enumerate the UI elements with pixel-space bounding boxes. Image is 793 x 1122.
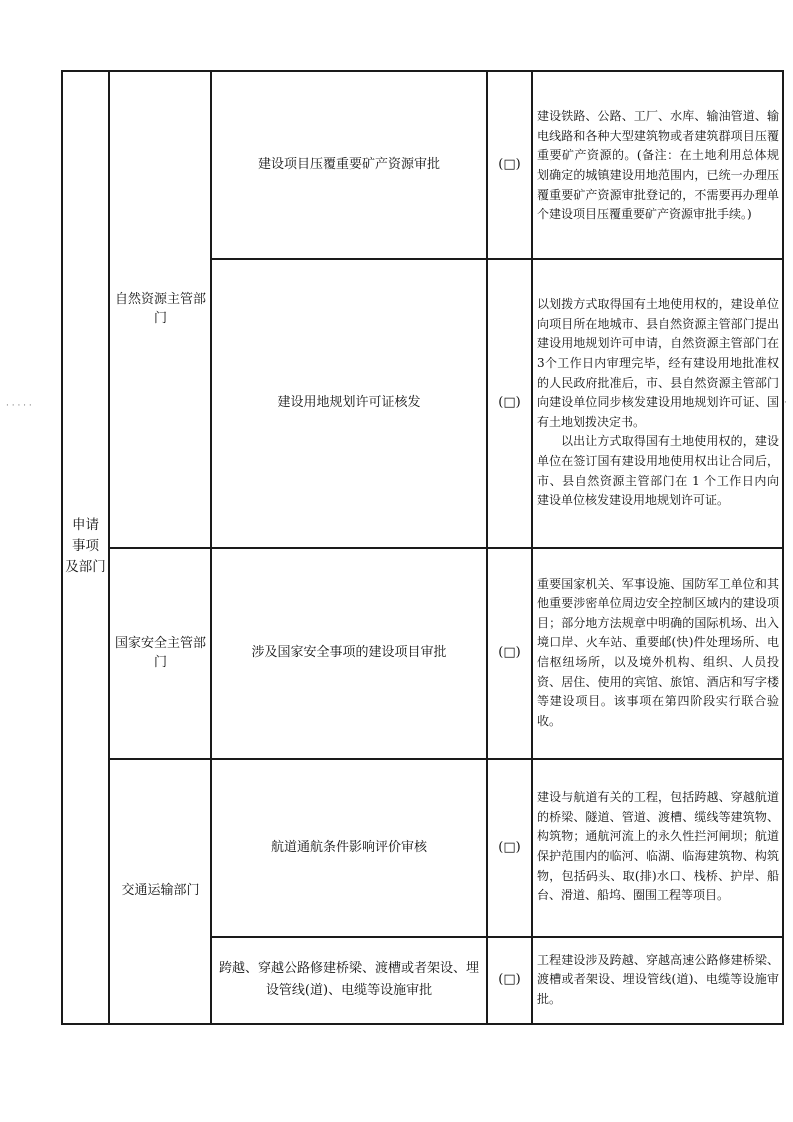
description-paragraph: 建设与航道有关的工程，包括跨越、穿越航道的桥梁、隧道、管道、渡槽、缆线等建筑物、构筑物；通航河流上的永久性拦河闸坝；航道保护范围内的临河、临湖、临海建筑物、构筑物，包括码头、取(排)水口、栈桥、护岸、船台、滑道、船坞、圈围工程等项目。 bbox=[537, 790, 779, 903]
description-paragraph: 工程建设涉及跨越、穿越高速公路修建桥梁、渡槽或者架设、埋设管线(道)、电缆等设施审批。 bbox=[537, 952, 779, 1006]
scan-mark-left: · · · · · bbox=[6, 401, 32, 411]
approval-table bbox=[61, 70, 784, 1025]
item-name: 航道通航条件影响评价审核 bbox=[270, 839, 427, 855]
checkbox-marker: (□) bbox=[498, 839, 521, 855]
table-border-bottom bbox=[61, 1023, 784, 1025]
item-description bbox=[533, 266, 783, 540]
checkbox-marker: (□) bbox=[498, 156, 521, 172]
section-label: 申请 事项 及部门 bbox=[65, 517, 106, 575]
item-description bbox=[533, 766, 783, 928]
department-national-security: 国家安全主管部门 bbox=[115, 635, 207, 670]
checkbox-marker: (□) bbox=[498, 972, 521, 987]
department-transportation: 交通运输部门 bbox=[121, 883, 200, 898]
item-name: 跨越、穿越公路修建桥梁、渡槽或者架设、埋设管线(道)、电缆等设施审批 bbox=[218, 960, 479, 998]
item-name: 建设用地规划许可证核发 bbox=[277, 395, 421, 410]
description-paragraph: 以划拨方式取得国有土地使用权的，建设单位向项目所在地城市、县自然资源主管部门提出建设用地规划许可申请，自然资源主管部门在3个工作日内审理完毕，经有建设用地批准权的人民政府批准后，市、县自然资源主管部门向建设单位同步核发建设用地规划许可证、国有土地划拨决定书。 bbox=[537, 297, 779, 429]
department-natural-resources: 自然资源主管部门 bbox=[115, 291, 207, 326]
checkbox-marker: (□) bbox=[498, 645, 521, 660]
item-description bbox=[533, 554, 783, 752]
item-description bbox=[533, 86, 783, 246]
item-description bbox=[533, 940, 783, 1020]
scan-mark-right: · bbox=[784, 398, 787, 408]
item-name: 建设项目压覆重要矿产资源审批 bbox=[257, 156, 440, 172]
description-paragraph: 重要国家机关、军事设施、国防军工单位和其他重要涉密单位周边安全控制区域内的建设项目；部分地方法规章中明确的国际机场、出入境口岸、火车站、重要邮(快)件处理场所、电信枢纽场所，以及境外机构、组织、人员投资、居住、使用的宾馆、旅馆、酒店和写字楼等建设项目。该事项在第四阶段实行联合验收。 bbox=[537, 576, 779, 728]
description-paragraph: 建设铁路、公路、工厂、水库、输油管道、输电线路和各种大型建筑物或者建筑群项目压覆重要矿产资源的。(备注：在土地利用总体规划确定的城镇建设用地范围内，已统一办理压覆重要矿产资源审批登记的，不需要再办理单个建设项目压覆重要矿产资源审批手续。) bbox=[537, 109, 779, 222]
item-name: 涉及国家安全事项的建设项目审批 bbox=[251, 645, 447, 660]
checkbox-marker: (□) bbox=[498, 395, 521, 410]
description-paragraph: 以出让方式取得国有土地使用权的，建设单位在签订国有建设用地使用权出让合同后，市、县自然资源主管部门在 1 个工作日内向建设单位核发建设用地规划许可证。 bbox=[537, 434, 779, 508]
